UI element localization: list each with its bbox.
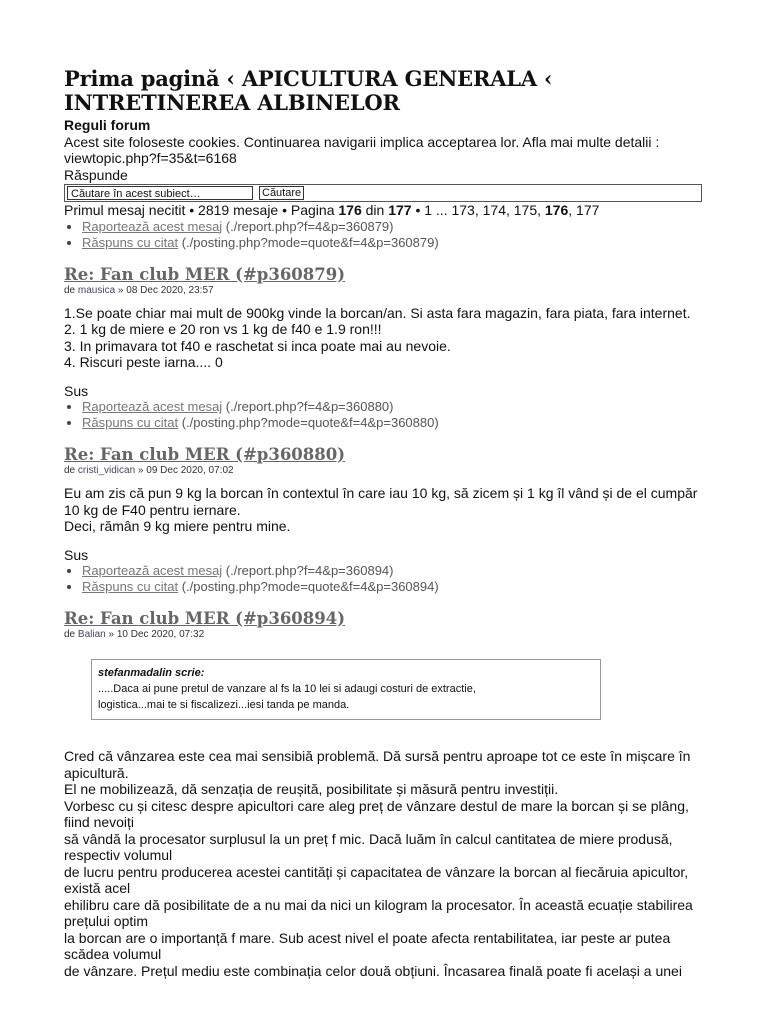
post-actions [64, 563, 704, 595]
post-by: de [64, 629, 78, 640]
post-line: la borcan are o importanță f mare. Sub acest nivel el poate afecta rentabilitatea, iar peste ar putea [64, 929, 671, 946]
post-line: Cred că vânzarea este cea mai sensibiă problemă. Dă sursă pentru aproape tot ce este în mișcare în [64, 748, 691, 764]
post-date: » 08 Dec 2020, 23:57 [115, 284, 214, 296]
quote-box [91, 659, 601, 720]
post-meta [64, 465, 704, 477]
report-action [82, 219, 704, 235]
back-to-top-link[interactable]: Sus [64, 382, 89, 399]
report-url: (./report.php?f=4&p=360879) [222, 218, 394, 234]
post-line: 3. In primavara tot f40 e raschetat si inca poate mai au nevoie. [64, 337, 451, 354]
reply-link[interactable]: Răspunde [64, 166, 128, 183]
report-url: (./report.php?f=4&p=360880) [222, 399, 394, 414]
report-action [82, 563, 704, 579]
post-line: 4. Riscuri peste iarna.... 0 [64, 354, 223, 370]
post-actions [64, 399, 704, 431]
post-date: » 09 Dec 2020, 07:02 [135, 465, 234, 476]
post-line: scădea volumul [64, 946, 162, 962]
page-title: Prima pagină ‹ APICULTURA GENERALA ‹ INTRETINEREA ALBINELOR [64, 66, 553, 115]
post [64, 445, 704, 595]
report-link[interactable]: Raportează acest mesaj [82, 399, 223, 414]
post [64, 609, 704, 979]
post-line: Eu am zis că pun 9 kg la borcan în contextul în care iau 10 kg, să zicem și 1 kg îl vând și de el cumpăr [64, 485, 698, 501]
quote-line: .....Daca ai pune pretul de vanzare al fs la 10 lei si adaugi costuri de extractie, [98, 683, 476, 695]
quote-action [82, 415, 704, 431]
post [64, 265, 704, 432]
cookie-notice-link[interactable]: viewtopic.php?f=35&t=6168 [64, 150, 237, 166]
post-title[interactable]: Re: Fan club MER (#p360880) [64, 445, 346, 464]
pagination [64, 202, 704, 219]
quote-action [82, 235, 704, 251]
post-title[interactable]: Re: Fan club MER (#p360879) [64, 264, 346, 284]
quote-url: (./posting.php?mode=quote&f=4&p=360879) [178, 234, 439, 250]
pagination-current-again: 176 [544, 202, 569, 218]
post-line: apicultură. [64, 764, 129, 781]
report-link[interactable]: Raportează acest mesaj [82, 218, 223, 234]
post-by: de [64, 284, 78, 296]
back-to-top-link[interactable]: Sus [64, 546, 89, 563]
post-meta [64, 285, 704, 297]
post-line: 10 kg de F40 pentru iernare. [64, 501, 241, 518]
search-input[interactable]: Căutare în acest subiect… [67, 186, 253, 200]
pagination-prefix[interactable]: Primul mesaj necitit • 2819 mesaje • Pagina [64, 202, 339, 218]
post-line: prețului optim [64, 913, 149, 929]
pagination-current: 176 [338, 202, 362, 218]
quote-author: stefanmadalin scrie: [98, 667, 205, 679]
post-line: de lucru pentru producerea acestei cantități și capacitatea de vânzare la borcan al fiecăruia apicultor, [64, 863, 689, 880]
post-line: fiind nevoiți [64, 814, 135, 830]
quote-line: logistica...mai te si fiscalizezi...iesi tanda pe manda. [98, 699, 350, 711]
post-author[interactable]: cristi_vidican [77, 465, 136, 476]
post-body [64, 305, 704, 371]
post-author[interactable]: Balian [77, 629, 106, 640]
top-actions [64, 219, 704, 251]
post-line: de vânzare. Prețul mediu este combinația celor două obțiuni. Încasarea finală poate fi același a unei [64, 962, 682, 979]
post-line: 2. 1 kg de miere e 20 ron vs 1 kg de f40 e 1.9 ron!!! [64, 321, 382, 337]
post-by: de [64, 465, 78, 476]
post-line: Vorbesc cu și citesc despre apicultori care aleg preț de vânzare destul de mare la borcan și se plâng, [64, 797, 689, 814]
post-line: Deci, rămân 9 kg miere pentru mine. [64, 518, 291, 534]
quote-url: (./posting.php?mode=quote&f=4&p=360880) [178, 415, 439, 430]
post-author[interactable]: mausica [77, 284, 116, 296]
quote-link[interactable]: Răspuns cu citat [82, 415, 179, 430]
search-bar [64, 184, 702, 202]
post-line: să vândă la procesator surplusul la un preț f mic. Dacă luăm în calcul cantitatea de miere produsă, [64, 830, 673, 847]
post-title[interactable]: Re: Fan club MER (#p360894) [64, 609, 346, 628]
post-date: » 10 Dec 2020, 07:32 [105, 629, 205, 640]
report-action [82, 399, 704, 415]
post-line: există acel [64, 880, 131, 896]
post-line: 1.Se poate chiar mai mult de 900kg vinde la borcan/an. Si asta fara magazin, fara piata, fara internet. [64, 304, 691, 321]
cookie-notice-line1: Acest site foloseste cookies. Continuarea navigarii implica acceptarea lor. Afla mai multe detalii : [64, 133, 660, 150]
quote-link[interactable]: Răspuns cu citat [82, 234, 179, 250]
quote-link[interactable]: Răspuns cu citat [82, 579, 179, 594]
search-button[interactable]: Căutare [259, 186, 304, 200]
pagination-of: din [361, 202, 389, 218]
post-line: El ne mobilizează, dă senzația de reușită, posibilitate și măsură pentru investiții. [64, 781, 559, 797]
post-line: respectiv volumul [64, 847, 173, 863]
rules-link[interactable]: Reguli forum [64, 117, 151, 133]
pagination-last[interactable]: , 177 [568, 202, 600, 218]
quote-url: (./posting.php?mode=quote&f=4&p=360894) [178, 579, 439, 594]
post-line: ehilibru care dă posibilitate de a nu mai da nici un kilogram la procesator. În această ecuație stabilirea [64, 896, 693, 913]
post-body [64, 485, 704, 535]
report-url: (./report.php?f=4&p=360894) [222, 563, 394, 578]
report-link[interactable]: Raportează acest mesaj [82, 563, 223, 578]
post-meta [64, 629, 704, 641]
quote-action [82, 579, 704, 595]
post-body [64, 748, 704, 979]
pagination-total: 177 [388, 202, 412, 218]
pagination-pages[interactable]: • 1 ... 173, 174, 175, [411, 202, 545, 218]
